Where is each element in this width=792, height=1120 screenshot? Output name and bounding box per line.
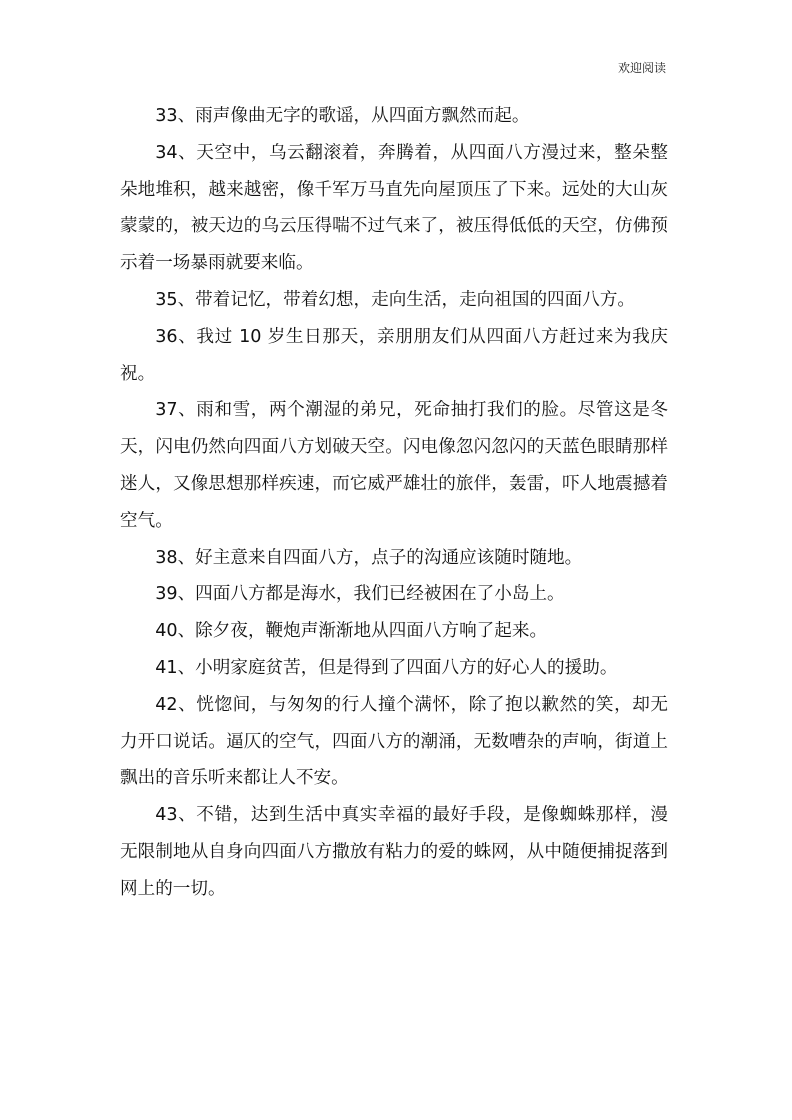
header-label: 欢迎阅读: [617, 61, 666, 75]
paragraph-35: 35、带着记忆，带着幻想，走向生活，走向祖国的四面八方。: [155, 289, 636, 310]
paragraph-37: 37、雨和雪，两个潮湿的弟兄，死命抽打我们的脸。尽管这是冬天，闪电仍然向四面八方划破天空。闪电像忽闪忽闪的天蓝色眼睛那样迷人，又像思想那样疾速，而它威严雄壮的旅伴，轰雷，吓人地震撼着空气。: [120, 400, 668, 531]
paragraph-33: 33、雨声像曲无字的歌谣，从四面方飘然而起。: [155, 106, 530, 126]
paragraph-42: 42、恍惚间，与匆匆的行人撞个满怀，除了抱以歉然的笑，却无力开口说话。逼仄的空气，四面八方的潮涌，无数嘈杂的声响，街道上飘出的音乐听来都让人不安。: [120, 694, 668, 789]
paragraph-41: 41、小明家庭贫苦，但是得到了四面八方的好心人的援助。: [155, 657, 618, 678]
paragraph-40: 40、除夕夜，鞭炮声渐渐地从四面八方响了起来。: [155, 621, 548, 642]
document-body: [120, 98, 668, 908]
paragraph-36: 36、我过 10 岁生日那天，亲朋朋友们从四面八方赶过来为我庆祝。: [120, 326, 668, 384]
paragraph-43: 43、不错，达到生活中真实幸福的最好手段，是像蜘蛛那样，漫无限制地从自身向四面八方撒放有粘力的爱的蛛网，从中随便捕捉落到网上的一切。: [120, 805, 668, 899]
paragraph-39: 39、四面八方都是海水，我们已经被困在了小岛上。: [155, 584, 565, 605]
paragraph-34: 34、天空中，乌云翻滚着，奔腾着，从四面八方漫过来，整朵整朵地堆积，越来越密，像千军万马直先向屋顶压了下来。远处的大山灰蒙蒙的，被天边的乌云压得喘不过气来了，被压得低低的天空，仿佛预示着一场暴雨就要来临。: [120, 142, 668, 274]
paragraph-38: 38、好主意来自四面八方，点子的沟通应该随时随地。: [155, 547, 583, 568]
